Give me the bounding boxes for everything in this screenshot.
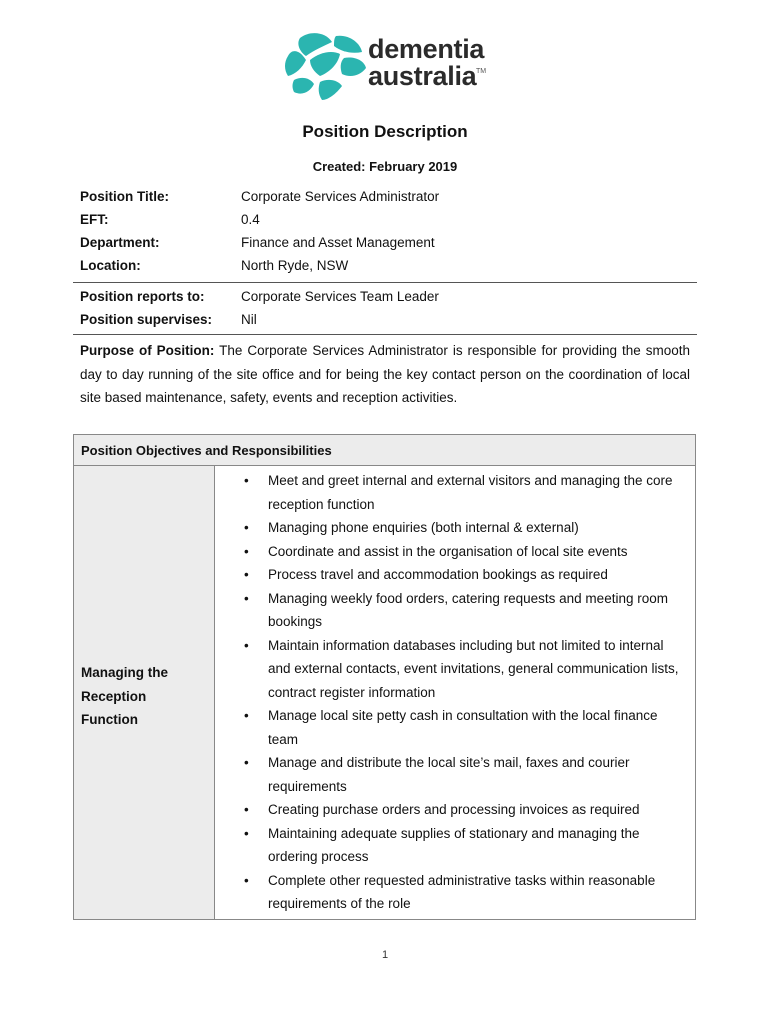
created-date: Created: February 2019 [312,159,458,174]
objectives-table [73,434,696,920]
page-number: 1 [381,949,389,961]
list-item: • Creating purchase orders and processing invoices as required [244,798,688,822]
info-label: Location: [80,258,141,273]
list-item: • Coordinate and assist in the organisation of local site events [244,540,688,564]
list-item: • Manage and distribute the local site’s mail, faxes and courier requirements [244,751,688,798]
divider [73,282,697,283]
dementia-australia-logo [280,30,500,102]
list-item: • Maintaining adequate supplies of stationary and managing the ordering process [244,822,688,869]
list-item: • Manage local site petty cash in consultation with the local finance team [244,704,688,751]
info-value: Nil [241,312,257,327]
info-value: North Ryde, NSW [241,258,349,273]
info-value: Corporate Services Administrator [241,189,440,204]
table-header-text: Position Objectives and Responsibilities [81,443,332,458]
section-label: Managing the Reception Function [81,665,168,727]
list-item: • Managing phone enquiries (both internal & external) [244,516,688,540]
responsibility-list [244,469,688,916]
info-value: 0.4 [241,212,260,227]
logo-line1: dementia [368,34,485,64]
info-label: EFT: [80,212,109,227]
list-item: • Process travel and accommodation bookings as required [244,563,688,587]
logo-line2: australia [368,61,477,91]
section-label-cell [74,466,215,919]
info-label: Position reports to: [80,289,205,304]
list-item: • Meet and greet internal and external visitors and managing the core reception function [244,469,688,516]
purpose-paragraph [80,339,690,410]
info-value: Corporate Services Team Leader [241,289,439,304]
info-label: Position Title: [80,189,170,204]
info-label: Department: [80,235,160,250]
purpose-text: The Corporate Services Administrator is responsible for providing the smooth day to day running of the site office and for being the key contact person on the coordination of local site based maintenance, safety, events and reception activities. [80,343,690,405]
divider [73,334,697,335]
brain-leaf-icon [280,30,370,102]
list-item: • Complete other requested administrative tasks within reasonable requirements of the role [244,869,688,916]
logo-wordmark [368,34,487,91]
list-item: • Maintain information databases including but not limited to internal and external contacts, event invitations, general communication lists, contract register information [244,634,688,705]
list-item: • Managing weekly food orders, catering requests and meeting room bookings [244,587,688,634]
page-title: Position Description [302,122,468,141]
info-label: Position supervises: [80,312,213,327]
trademark-mark: TM [476,68,487,75]
purpose-label: Purpose of Position: [80,343,215,358]
info-value: Finance and Asset Management [241,235,435,250]
table-header [74,435,695,466]
